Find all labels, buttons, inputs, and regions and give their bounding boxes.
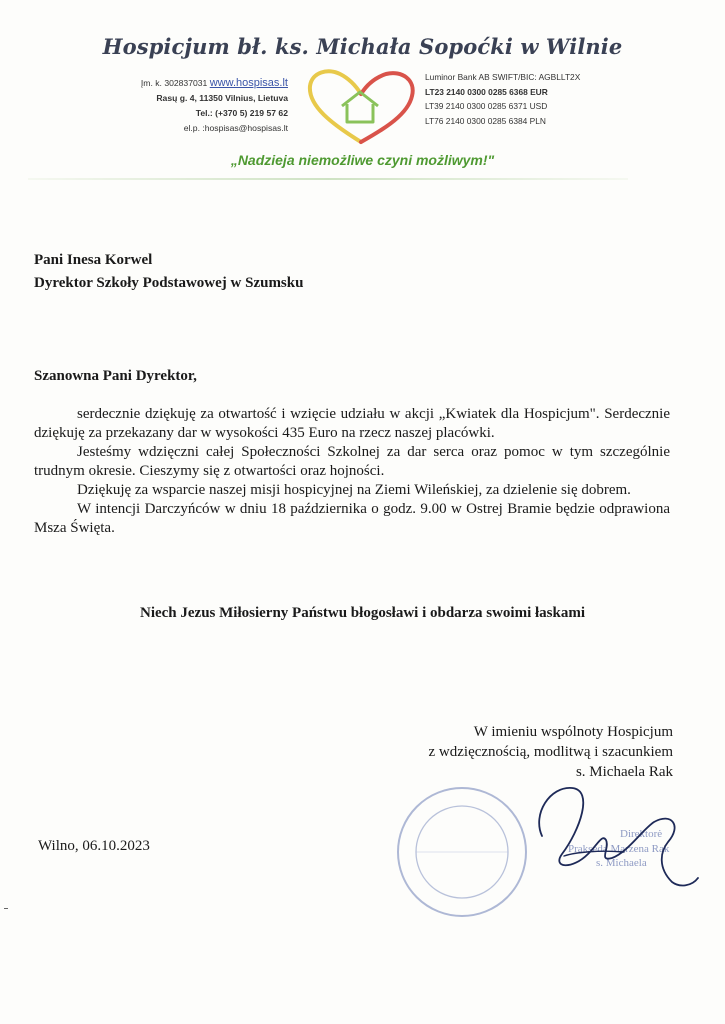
paragraph-1: serdecznie dziękuję za otwartość i wzięcie udziału w akcji „Kwiatek dla Hospicjum". Serdecznie dziękuję za przekazany dar w wysokości 435 Euro na rzecz naszej placówki. — [34, 406, 670, 441]
closing-line-1: W imieniu wspólnoty Hospicjum — [473, 724, 673, 740]
account-usd: LT39 2140 0300 0285 6371 USD — [425, 101, 548, 111]
stamp-line-2: Prakseda Marzena Rak — [568, 843, 670, 855]
blessing: Niech Jezus Miłosierny Państwu błogosławi i obdarza swoimi łaskami — [139, 605, 585, 621]
header-divider — [28, 178, 628, 180]
website-link[interactable]: www.hospisas.lt — [209, 77, 288, 89]
motto: „Nadzieja niemożliwe czyni możliwym!" — [230, 152, 495, 168]
recipient-name: Pani Inesa Korwel — [34, 252, 153, 268]
salutation: Szanowna Pani Dyrektor, — [34, 368, 197, 384]
address: Rasų g. 4, 11350 Vilnius, Lietuva — [156, 93, 288, 103]
scan-mark — [4, 908, 8, 909]
paragraph-3: Dziękuję za wsparcie naszej misji hospicyjnej na Ziemi Wileńskiej, za dzielenie się dobrem. — [77, 482, 631, 498]
stamp-line-3: s. Michaela — [596, 857, 647, 869]
company-code: Įm. k. 302837031 — [140, 78, 208, 88]
bank-info — [425, 70, 580, 128]
paragraph-2: Jesteśmy wdzięczni całej Społeczności Szkolnej za dar serca oraz pomoc w tym szczególnie trudnym okresie. Cieszymy się z otwartości oraz hojności. — [34, 444, 670, 479]
recipient-title: Dyrektor Szkoły Podstawowej w Szumsku — [34, 275, 304, 291]
letter-body — [34, 405, 670, 538]
paragraph-4: W intencji Darczyńców w dniu 18 października o godz. 9.00 w Ostrej Bramie będzie odprawiona Msza Święta. — [34, 501, 670, 536]
phone: Tel.: (+370 5) 219 57 62 — [195, 108, 288, 118]
logo-heart-left-stroke — [310, 71, 361, 142]
bank-name: Luminor Bank AB SWIFT/BIC: AGBLLT2X — [425, 72, 581, 82]
stamp-line-1: Direktorė — [620, 828, 663, 840]
contact-info — [141, 76, 288, 136]
account-pln: LT76 2140 0300 0285 6384 PLN — [425, 115, 546, 126]
email: el.p. :hospisas@hospisas.lt — [183, 123, 288, 133]
letter-date: Wilno, 06.10.2023 — [38, 838, 150, 854]
logo-house-walls — [347, 104, 373, 122]
hospice-heart-logo — [302, 66, 420, 148]
logo-heart-right-stroke — [361, 73, 413, 142]
handwritten-signature-icon — [502, 778, 702, 898]
account-eur: LT23 2140 0300 0285 6368 EUR — [425, 86, 548, 97]
signer-name: s. Michaela Rak — [575, 764, 673, 780]
closing-block — [429, 722, 674, 782]
recipient-block — [34, 249, 303, 295]
closing-line-2: z wdzięcznością, modlitwą i szacunkiem — [428, 744, 673, 760]
organization-title: Hospicjum bł. ks. Michała Sopoćki w Wilnie — [102, 34, 623, 59]
